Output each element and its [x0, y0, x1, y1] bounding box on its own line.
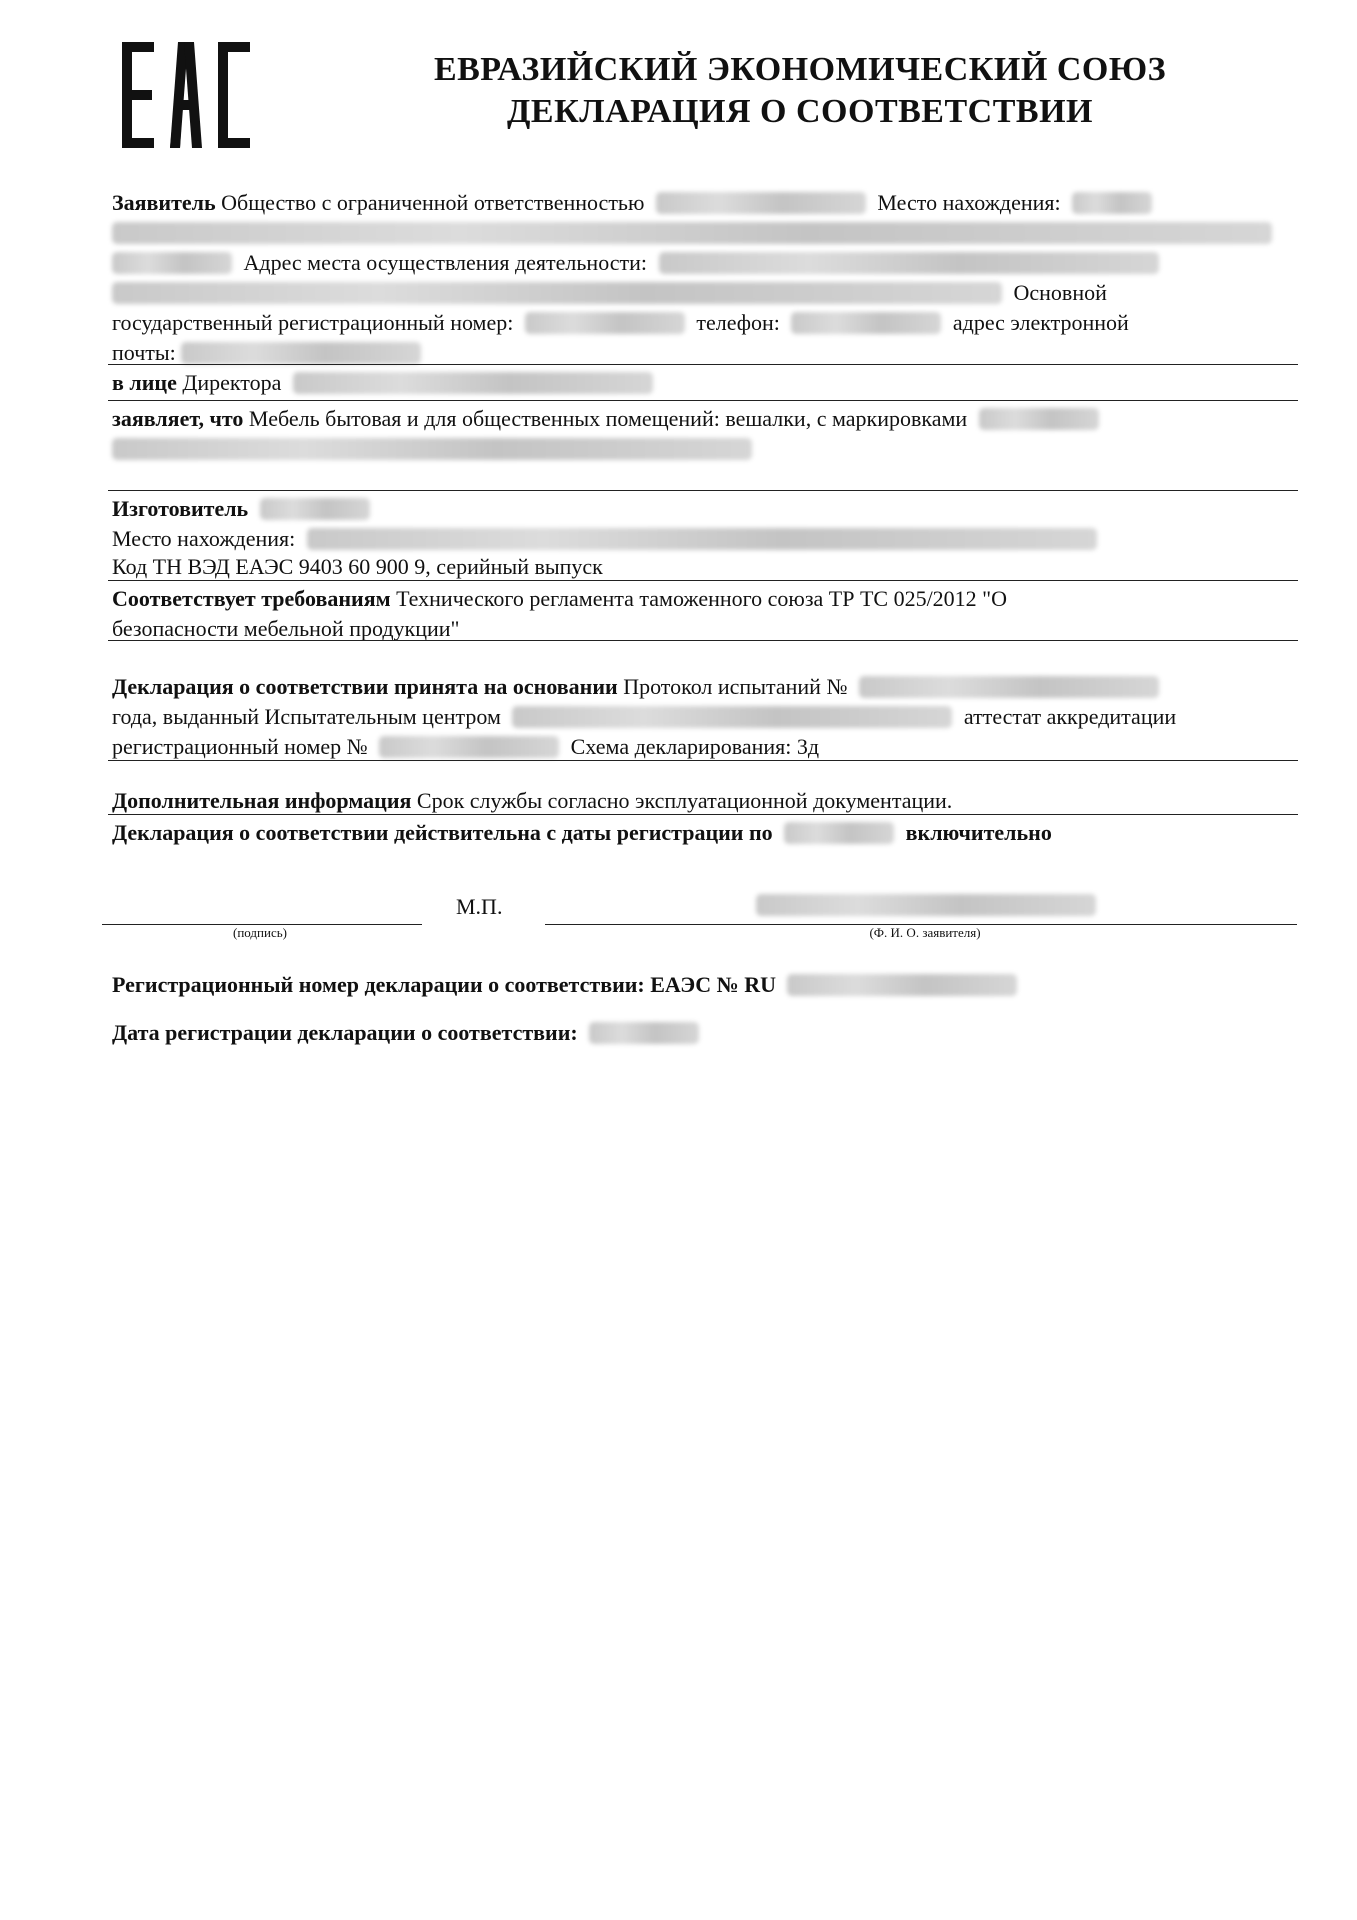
- scheme-text: Схема декларирования: 3д: [570, 734, 820, 759]
- applicant-name-caption: (Ф. И. О. заявителя): [869, 925, 981, 940]
- registration-number-line: [112, 970, 1292, 1000]
- redacted-ogrn: [525, 312, 685, 334]
- represented-label: в лице: [112, 370, 177, 395]
- conforms-line-1: [112, 584, 1292, 614]
- divider: [108, 814, 1298, 815]
- hs-code-line: [112, 552, 1292, 582]
- redacted-protocol-number: [859, 676, 1159, 698]
- divider: [108, 490, 1298, 491]
- union-title: ЕВРАЗИЙСКИЙ ЭКОНОМИЧЕСКИЙ СОЮЗ: [433, 51, 1167, 88]
- declares-line-1: [112, 404, 1292, 434]
- redacted-phone: [791, 312, 941, 334]
- ogrn-label-a: Основной: [1013, 280, 1107, 305]
- declares-label: заявляет, что: [112, 406, 244, 431]
- eac-mark-icon: [122, 42, 250, 148]
- accreditation-label: аттестат аккредитации: [963, 704, 1177, 729]
- divider: [108, 364, 1298, 365]
- manufacturer-location-label: Место нахождения:: [112, 526, 296, 551]
- reg-number-label: регистрационный номер №: [112, 734, 368, 759]
- basis-line-3: [112, 732, 1292, 762]
- seal-placeholder: М.П.: [456, 894, 503, 919]
- basis-label: Декларация о соответствии принята на основании: [112, 674, 618, 699]
- redacted-accreditation-number: [379, 736, 559, 758]
- phone-label: телефон:: [696, 310, 780, 335]
- validity-label-b: включительно: [905, 820, 1052, 845]
- manufacturer-label: Изготовитель: [112, 496, 249, 521]
- additional-label: Дополнительная информация: [112, 788, 412, 813]
- email-label-a: адрес электронной: [952, 310, 1129, 335]
- activity-address-label: Адрес места осуществления деятельности:: [243, 250, 648, 275]
- redacted-company-name: [656, 192, 866, 214]
- conforms-label: Соответствует требованиям: [112, 586, 391, 611]
- issued-by-label: года, выданный Испытательным центром: [112, 704, 501, 729]
- protocol-label: Протокол испытаний №: [623, 674, 848, 699]
- email-label-b: почты:: [112, 340, 176, 365]
- ogrn-label-b: государственный регистрационный номер:: [112, 310, 514, 335]
- redacted-markings: [979, 408, 1099, 430]
- redacted-valid-until-date: [784, 822, 894, 844]
- basis-line-2: [112, 702, 1292, 732]
- redacted-manufacturer-address: [307, 528, 1097, 550]
- applicant-name-line: [750, 890, 1130, 920]
- divider: [108, 400, 1298, 401]
- applicant-label: Заявитель: [112, 190, 216, 215]
- applicant-org-type: Общество с ограниченной ответственностью: [221, 190, 645, 215]
- signature-caption: (подпись): [233, 925, 287, 940]
- applicant-line-3: [112, 248, 1292, 278]
- applicant-line-1: [112, 188, 1292, 218]
- basis-line-1: [112, 672, 1292, 702]
- redacted-activity-address: [659, 252, 1159, 274]
- manufacturer-line-1: [112, 494, 1292, 524]
- represented-position: Директора: [182, 370, 282, 395]
- manufacturer-line-2: [112, 524, 1292, 554]
- redacted-address: [112, 222, 1272, 244]
- redacted-test-center: [512, 706, 952, 728]
- validity-label-a: Декларация о соответствии действительна с даты регистрации по: [112, 820, 773, 845]
- validity-line: [112, 818, 1292, 848]
- divider: [108, 760, 1298, 761]
- registration-date-label: Дата регистрации декларации о соответствии:: [112, 1020, 578, 1045]
- applicant-line-2: [112, 218, 1292, 248]
- redacted-applicant-name: [756, 894, 1096, 916]
- divider: [108, 580, 1298, 581]
- redacted-registration-number: [787, 974, 1017, 996]
- regulation-text-a: Технического регламента таможенного союза ТР ТС 025/2012 "О: [396, 586, 1008, 611]
- service-life-text: Срок службы согласно эксплуатационной документации.: [416, 788, 953, 813]
- redacted-country: [112, 252, 232, 274]
- document-title: ДЕКЛАРАЦИЯ О СООТВЕТСТВИИ: [507, 93, 1093, 130]
- registration-number-label: Регистрационный номер декларации о соответствии: ЕАЭС № RU: [112, 972, 776, 997]
- applicant-line-5: [112, 308, 1292, 338]
- divider: [108, 640, 1298, 641]
- redacted-email: [181, 342, 421, 364]
- redacted-activity-address-2: [112, 282, 1002, 304]
- redacted-postcode: [1072, 192, 1152, 214]
- product-description: Мебель бытовая и для общественных помещений: вешалки, с маркировками: [248, 406, 968, 431]
- declares-line-2: [112, 434, 1292, 464]
- regulation-text-b: безопасности мебельной продукции": [112, 616, 460, 641]
- registration-date-line: [112, 1018, 1292, 1048]
- redacted-markings-2: [112, 438, 752, 460]
- location-label: Место нахождения:: [877, 190, 1061, 215]
- hs-code-text: Код ТН ВЭД ЕАЭС 9403 60 900 9, серийный выпуск: [112, 554, 603, 579]
- applicant-line-4: [112, 278, 1292, 308]
- redacted-director-name: [293, 372, 653, 394]
- additional-line: [112, 786, 1292, 816]
- represented-line: [112, 368, 1292, 398]
- redacted-registration-date: [589, 1022, 699, 1044]
- redacted-manufacturer-name: [260, 498, 370, 520]
